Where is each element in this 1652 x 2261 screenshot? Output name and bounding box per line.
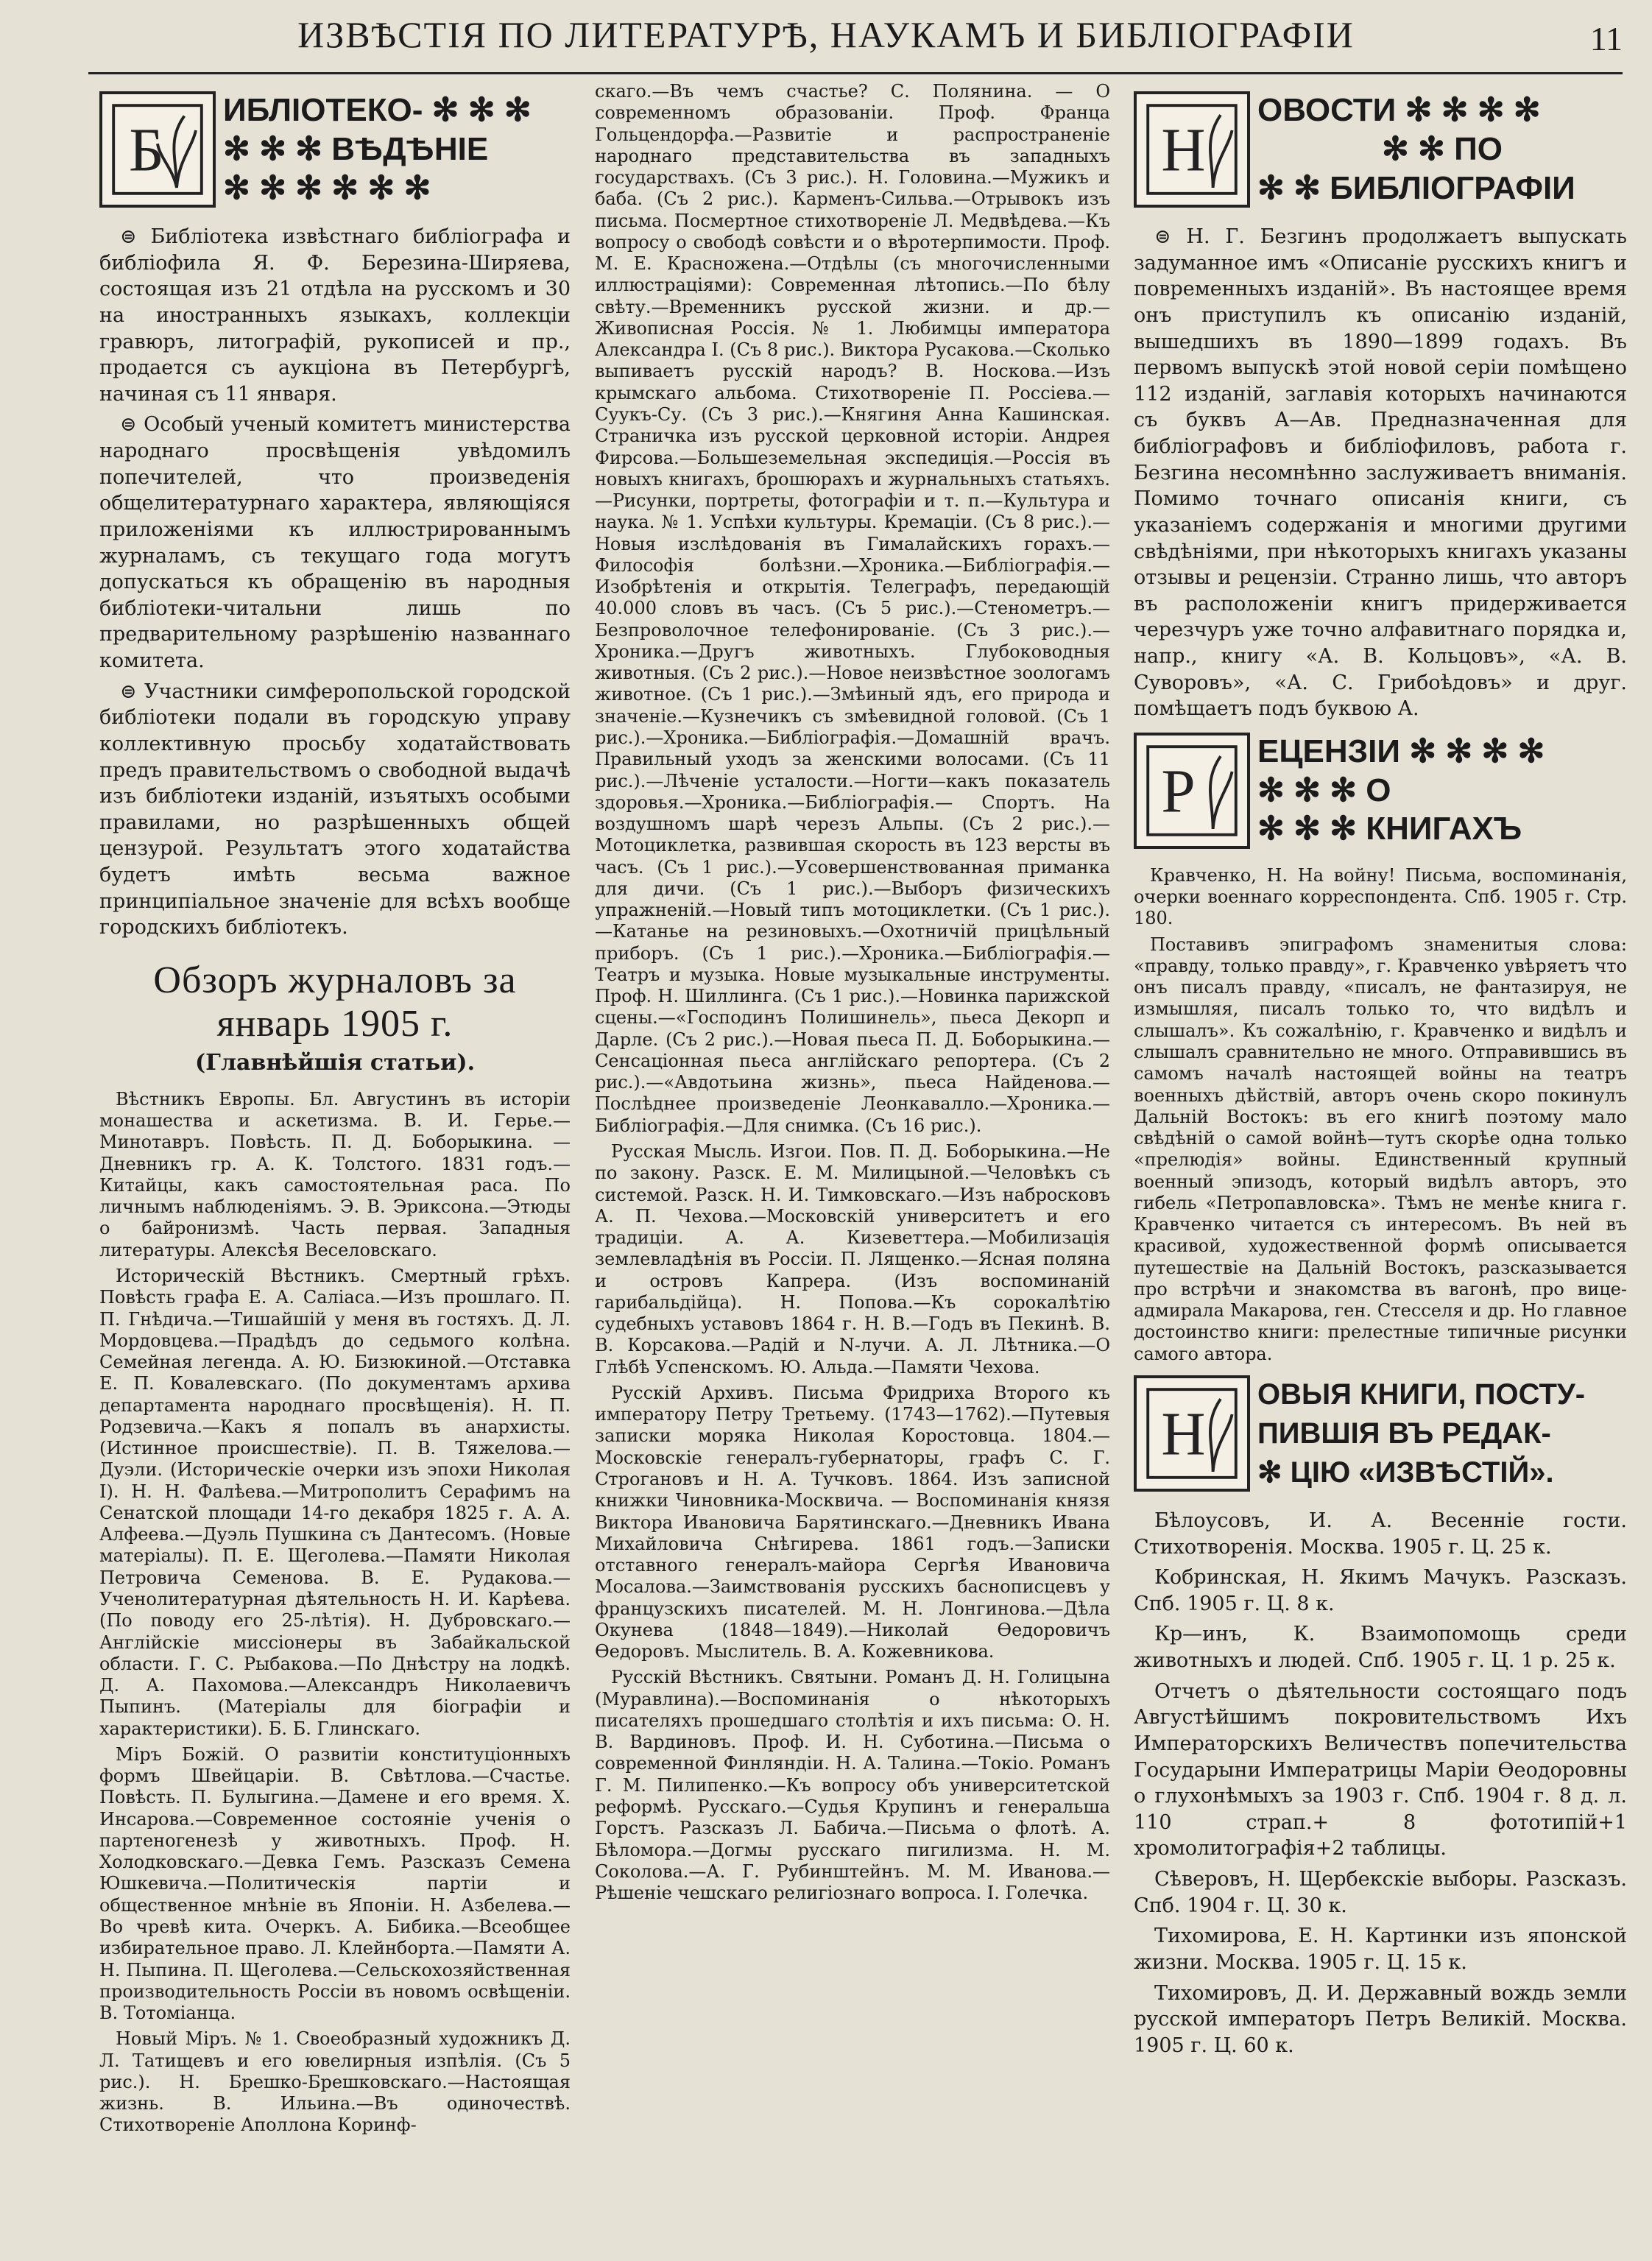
svg-text:Н: Н (1161, 116, 1206, 184)
plant-ornament-icon (110, 102, 205, 197)
new-book-entry: Сѣверовъ, Н. Щербекскіе выборы. Разсказъ. Спб. 1904 г. Ц. 30 к. (1134, 1868, 1627, 1917)
header-rule (88, 72, 1623, 74)
journal-review-subtitle: (Главнѣйшія статьи). (194, 1049, 476, 1076)
new-book-entry: Бѣлоусовъ, И. А. Весенніе гости. Стихотворенія. Москва. 1905 г. Ц. 25 к. (1134, 1509, 1627, 1559)
news-paragraph: ⊜ Н. Г. Безгинъ продолжаетъ выпускать задуманное имъ «Описаніе русскихъ книгъ и повременныхъ изданій». Въ настоящее время онъ приступилъ къ описанію изданій, вышедшихъ въ 1890—1899 годахъ. Въ первомъ выпускѣ этой новой серіи помѣщено 112 изданій, заглавія которыхъ начинаются съ буквъ А—Ав. Предназначенная для библіографовъ и библіофиловъ, работа г. Безгина несомнѣнно заслуживаетъ вниманія. Помимо точнаго описанія книги, съ указаніемъ содержанія и многими другими свѣдѣніями, при нѣкоторыхъ книгахъ указаны отзывы и рецензіи. Странно лишь, что авторъ въ расположеніи книгъ придерживается черезчуръ уже точно алфавитнаго порядка и, напр., книгу «А. В. Кольцовъ», «А. В. Суворовъ», «А. С. Грибоѣдовъ» и друг. помѣщаетъ подъ буквою А. (1134, 225, 1627, 721)
journal-entry: Историческій Вѣстникъ. Смертный грѣхъ. Повѣсть графа Е. А. Саліаса.—Изъ прошлаго. П. П. Гнѣдича.—Тишайшій у меня въ гостяхъ. Д. Л. Мордовцева.—Прадѣдъ до седьмого колѣна. Семейная легенда. А. Ю. Бизюкиной.—Отставка Е. П. Ковалевскаго. (По документамъ архива департамента народнаго просвѣщенія). Н. П. Родзевича.—Какъ я попалъ въ анархисты. (Истинное происшествіе). П. В. Тяжелова.—Дуэли. (Историческіе очерки изъ эпохи Николая I). Н. Н. Фалѣева.—Митрополитъ Серафимъ на Сенатской площади 14-го декабря 1825 г. А. А. Алфеева.—Дуэль Пушкина съ Дантесомъ. (Новые матеріалы). П. Е. Щеголева.—Памяти Николая Петровича Семенова. В. Е. Рудакова.—Ученолитературная дѣятельность Н. И. Карѣева. (По поводу его 25-лѣтія). Н. Дубровскаго.—Англійскіе миссіонеры въ Забайкальской области. Г. С. Рыбакова.—По Днѣстру на лодкѣ. Д. А. Пахомова.—Александръ Николаевичъ Пыпинъ. (Матеріалы для біографіи и характеристики). Б. Б. Глинскаго. (99, 1266, 571, 1739)
new-book-entry: Кр—инъ, К. Взаимопомощь среди животныхъ и людей. Спб. 1905 г. Ц. 1 р. 25 к. (1134, 1623, 1627, 1673)
journal-entry: Новый Міръ. № 1. Своеобразный художникъ Д. Л. Татищевъ и его ювелирныя изпѣлія. (Съ 5 рис.). Н. Брешко-Брешковскаго.—Настоящая жизнь. В. Ильина.—Въ одиночествѣ. Стихотвореніе Аполлона Коринф- (99, 2028, 571, 2136)
library-paragraph: ⊜ Особый ученый комитетъ министерства народнаго просвѣщенія увѣдомилъ попечителей, что произведенія общелитературнаго характера, являющіяся приложеніями къ иллюстрированнымъ журналамъ, съ текущаго года могутъ допускаться къ обращенію въ народныя библіотеки-читальни лишь по предварительному разрѣшенію названнаго комитета. (99, 413, 571, 672)
review-paragraph: Поставивъ эпиграфомъ знаменитыя слова: «правду, только правду», г. Кравченко увѣряетъ что онъ писалъ правду, «писалъ, не фантазируя, не измышляя, писалъ только то, что видѣлъ и слышалъ». Къ сожалѣнію, г. Кравченко и видѣлъ и слышалъ сравнительно не много. Отправившись въ самомъ началѣ настоящей войны на театръ военныхъ дѣйствій, авторъ очень скоро покинулъ Дальній Востокъ: въ его книгѣ поэтому мало свѣдѣній о самой войнѣ—тутъ скорѣе одна только «прелюдія» войны. Единственный крупный военный эпизодъ, который видѣлъ авторъ, это гибель «Петропавловска». Тѣмъ не менѣе книга г. Кравченко читается съ интересомъ. Въ ней въ красивой, художественной формѣ описывается путешествіе на Дальній Востокъ, разсказывается про встрѣчи и знакомства въ вагонѣ, про вице-адмирала Макарова, ген. Стесселя и др. Но главное достоинство книги: прелестные типичные рисунки самого автора. (1134, 934, 1627, 1364)
column-2 (595, 81, 1110, 2246)
review-book-title: Кравченко, Н. На войну! Письма, воспоминанія, очерки военнаго корреспондента. Спб. 1905 г. Стр. 180. (1134, 864, 1627, 929)
heading-line: ЕЦЕНЗІИ ✻ ✻ ✻ ✻ (1257, 733, 1545, 770)
heading-line: ✻ ЦІЮ «ИЗВѢСТІЙ». (1257, 1456, 1554, 1489)
heading-line: ✻ ✻ ПО (1381, 130, 1503, 167)
journal-entry: Міръ Божій. О развитіи конституціонныхъ формъ Швейцаріи. В. Свѣтлова.—Счастье. Повѣсть. П. Булыгина.—Дамене и его время. Х. Инсарова.—Современное состояніе ученія о партеногенезѣ у животныхъ. Проф. Н. Холодковскаго.—Девка Гемъ. Разсказъ Семена Юшкевича.—Политическія партіи и общественное мнѣніе въ Японіи. Н. Азбелева.—Во чревѣ кита. Очеркъ. А. Бибика.—Всеобщее избирательное право. Л. Клейнборта.—Памяти А. Н. Пыпина. П. Щеголева.—Сельскохозяйственная производительность Россіи въ новомъ освѣщеніи. В. Тотоміанца. (99, 1743, 571, 2024)
journal-entry: скаго.—Въ чемъ счастье? С. Полянина. — О современномъ образованіи. Проф. Франца Гольцендорфа.—Развитіе и распространеніе народнаго представительства въ западныхъ государствахъ. (Съ 3 рис.). Н. Головина.—Мужикъ и баба. (Съ 2 рис.). Карменъ-Сильва.—Отрывокъ изъ письма. Посмертное стихотвореніе Л. Медвѣдева.—Къ вопросу о свободѣ совѣсти и о вѣротерпимости. Проф. М. Е. Красножена.—Отдѣлы (съ многочисленными иллюстраціями): Современная лѣтопись.—По бѣлу свѣту.—Временникъ русской жизни. и др.—Живописная Россія. № 1. Любимцы императора Александра I. (Съ 8 рис.). Виктора Русакова.—Сколько выпиваетъ русскій народъ? В. Носкова.—Изъ крымскаго альбома. Стихотвореніе П. Россіева.—Суукъ-Су. (Съ 3 рис.).—Княгиня Анна Кашинская. Страничка изъ русской церковной исторіи. Андрея Фирсова.—Большеземельная экспедиція.—Россія въ новыхъ книгахъ, брошюрахъ и журнальныхъ статьяхъ.—Рисунки, портреты, фотографіи и т. п.—Культура и наука. № 1. Успѣхи культуры. Кремаціи. (Съ 8 рис.).—Новыя изслѣдованія въ Гималайскихъ горахъ.—Философія болѣзни.—Хроника.—Библіографія.—Изобрѣтенія и открытія. Телеграфъ, передающій 40.000 словъ въ часъ. (Съ 5 рис.).—Стенометръ.—Безпроволочное телефонированіе. (Съ 3 рис.).—Хроника.—Другъ животныхъ. Глубоководныя животныя. (Съ 2 рис.).—Новое неизвѣстное зоологамъ животное. (Съ 1 рис.).—Змѣиный ядъ, его природа и значеніе.—Кузнечикъ съ змѣевидной головой. (Съ 1 рис.).—Хроника.—Библіографія.—Домашній врачъ. Правильный уходъ за женскими волосами. (Съ 11 рис.).—Лѣченіе усталости.—Ногти—какъ показатель здоровья.—Хроника.—Библіографія.— Спортъ. На воздушномъ шарѣ черезъ Альпы. (Съ 2 рис.).—Мотоциклетка, развившая скорость въ 123 версты въ часъ. (Съ 1 рис.).—Усовершенствованная приманка для дичи. (Съ 1 рис.).—Выборъ физическихъ упражненій.—Новый типъ мотоциклетки. (Съ 1 рис.).—Катанье на резиновыхъ.—Охотничій прицѣльный приборъ. (Съ 1 рис.).—Хроника.—Библіографія.—Театръ и музыка. Новые музыкальные инструменты. Проф. Н. Шиллинга. (Съ 1 рис.).—Новинка парижской сцены.—«Господинъ Полишинель», пьеса Декорп и Дарле. (Съ 2 рис.).—Новая пьеса П. Д. Боборыкина.—Сенсаціонная пьеса англійскаго репортера. (Съ 2 рис.).—«Авдотьина жизнь», пьеса Найденова.—Послѣднее произведеніе Леонкавалло.—Хроника.—Библіографія.—Для снимка. (Съ 16 рис.). (595, 81, 1110, 1136)
heading-line: ✻ ✻ ✻ ВѢДѢНІЕ (223, 130, 489, 167)
new-book-entry: Отчетъ о дѣятельности состоящаго подъ Августѣйшимъ покровительствомъ Ихъ Императорскихъ Величествъ попечительства Государыни Императрицы Маріи Ѳеодоровны о глухонѣмыхъ за 1903 г. Спб. 1904 г. 8 д. л. 110 страп.+ 8 фототипій+1 хромолитографія+2 таблицы. (1134, 1679, 1627, 1860)
heading-line: ✻ ✻ ✻ ✻ ✻ ✻ (223, 169, 431, 206)
svg-text:Р: Р (1161, 757, 1196, 825)
drop-cap-n2-ornament (1134, 1375, 1250, 1492)
drop-cap-r-ornament (1134, 733, 1250, 849)
running-head: ИЗВѢСТІЯ ПО ЛИТЕРАТУРѢ, НАУКАМЪ И БИБЛІОГРАФІИ (297, 14, 1355, 55)
drop-cap-b-ornament (99, 91, 216, 208)
column-1 (99, 81, 571, 2246)
library-paragraph: ⊜ Библіотека извѣстнаго библіографа и библіофила Я. Ф. Березина-Ширяева, состоящая изъ 21 отдѣла на русскомъ и 30 на иностранныхъ языкахъ, коллекціи гравюръ, литографій, рукописей и пр., продается съ аукціона въ Петербургѣ, начиная съ 11 января. (99, 225, 571, 406)
drop-cap-n-ornament (1134, 91, 1250, 208)
library-heading (99, 91, 571, 208)
journal-review-title: Обзоръ журналовъ за январь 1905 г. (153, 959, 517, 1045)
new-book-entry: Тихомирова, Е. Н. Картинки изъ японской жизни. Москва. 1905 г. Ц. 15 к. (1134, 1925, 1627, 1974)
svg-text:Б: Б (129, 116, 164, 184)
plant-ornament-icon (1144, 102, 1240, 197)
journal-entry: Русскій Архивъ. Письма Фридриха Второго къ императору Петру Третьему. (1743—1762).—Путевыя записки моряка Николая Коростовца. 1804.—Московскіе генералъ-губернаторы, графъ С. Г. Строгановъ и Н. А. Тучковъ. 1864. Изъ записной книжки Чиновника-Москвича. — Воспоминанія князя Виктора Ивановича Барятинскаго.—Дневникъ Ивана Михайловича Снѣгирева. 1861 годъ.—Записки отставного генералъ-майора Сергѣя Ивановича Мосалова.—Заимствованія русскихъ баснописцевъ у французскихъ писателей. М. Н. Лонгинова.—Дѣла Окунева (1848—1849).—Николай Ѳедоровичъ Ѳедоровъ. Мыслитель. В. А. Кожевникова. (595, 1382, 1110, 1662)
new-book-entry: Тихомировъ, Д. И. Державный вождь земли русской императоръ Петръ Великій. Москва. 1905 г. Ц. 60 к. (1134, 1981, 1627, 2057)
heading-line: ✻ ✻ БИБЛІОГРАФІИ (1257, 169, 1575, 206)
svg-text:Н: Н (1161, 1400, 1206, 1468)
journal-entry: Вѣстникъ Европы. Бл. Августинъ въ исторіи монашества и аскетизма. В. И. Герье.—Минотавръ. Повѣсть. П. Д. Боборыкина. — Дневникъ гр. А. К. Толстого. 1831 годъ.—Китайцы, какъ самостоятельная раса. По личнымъ наблюденіямъ. Э. В. Эриксона.—Этюды о байронизмѣ. Часть первая. Западныя литературы. Алексѣя Веселовскаго. (99, 1088, 571, 1260)
reviews-heading (1134, 733, 1627, 849)
heading-line: ИБЛІОТЕКО- ✻ ✻ ✻ (223, 92, 532, 129)
journal-entry: Русская Мысль. Изгои. Пов. П. Д. Боборыкина.—Не по закону. Разск. Е. М. Милицыной.—Человѣкъ съ системой. Разск. Н. И. Тимковскаго.—Изъ набросковъ А. П. Чехова.—Московскій университетъ и его традиціи. А. А. Кизеветтера.—Мобилизація землевладѣнія въ Россіи. П. Лященко.—Ясная поляна и островъ Капрера. (Изъ воспоминаній гарибальдійца). Н. Попова.—Къ сорокалѣтію судебныхъ уставовъ 1864 г. Н. В.—Годъ въ Пекинѣ. В. В. Корсакова.—Радій и N-лучи. А. Л. Лѣтника.—О Глѣбѣ Успенскомъ. Ю. Альда.—Памяти Чехова. (595, 1141, 1110, 1378)
new-book-entry: Кобринская, Н. Якимъ Мачукъ. Разсказъ. Спб. 1905 г. Ц. 8 к. (1134, 1566, 1627, 1615)
library-paragraph: ⊜ Участники симферопольской городской библіотеки подали въ городскую управу коллективную просьбу ходатайствовать предъ правительствомъ о свободной выдачѣ изъ библіотеки изданій, изъятыхъ особыми правилами, но разрѣшенныхъ общей цензурой. Результатъ этого ходатайства будетъ имѣть весьма важное принципіальное значеніе для всѣхъ вообще городскихъ библіотекъ. (99, 680, 571, 939)
heading-line: ✻ ✻ ✻ О (1257, 772, 1391, 808)
page-number: 11 (1589, 20, 1623, 57)
plant-ornament-icon (1144, 1386, 1240, 1481)
journal-entry: Русскій Вѣстникъ. Святыни. Романъ Д. Н. Голицына (Муравлина).—Воспоминанія о нѣкоторыхъ писателяхъ прошедшаго столѣтія и ихъ письма: О. Н. В. Вардиновъ. Проф. И. Н. Суботина.—Письма о современной Финляндіи. Н. А. Талина.—Токіо. Романъ Г. М. Пилипенко.—Къ вопросу объ университетской реформѣ. Русскаго.—Судья Крупинъ и генеральша Горстъ. Разсказъ Л. Бабича.—Письма о флотѣ. А. Бѣломора.—Догмы русскаго пигилизма. Н. М. Соколова.—А. Г. Рубинштейнъ. М. М. Иванова.—Рѣшеніе чешскаго религіознаго вопроса. І. Голечка. (595, 1667, 1110, 1904)
news-heading (1134, 91, 1627, 208)
heading-line: ✻ ✻ ✻ КНИГАХЪ (1257, 811, 1522, 847)
plant-ornament-icon (1144, 743, 1240, 839)
heading-line: ОВЫЯ КНИГИ, ПОСТУ- (1257, 1378, 1586, 1411)
new-books-heading (1134, 1375, 1627, 1492)
heading-line: ОВОСТИ ✻ ✻ ✻ ✻ (1257, 92, 1541, 129)
heading-line: ПИВШІЯ ВЪ РЕДАК- (1257, 1417, 1551, 1450)
column-3 (1134, 81, 1627, 2246)
